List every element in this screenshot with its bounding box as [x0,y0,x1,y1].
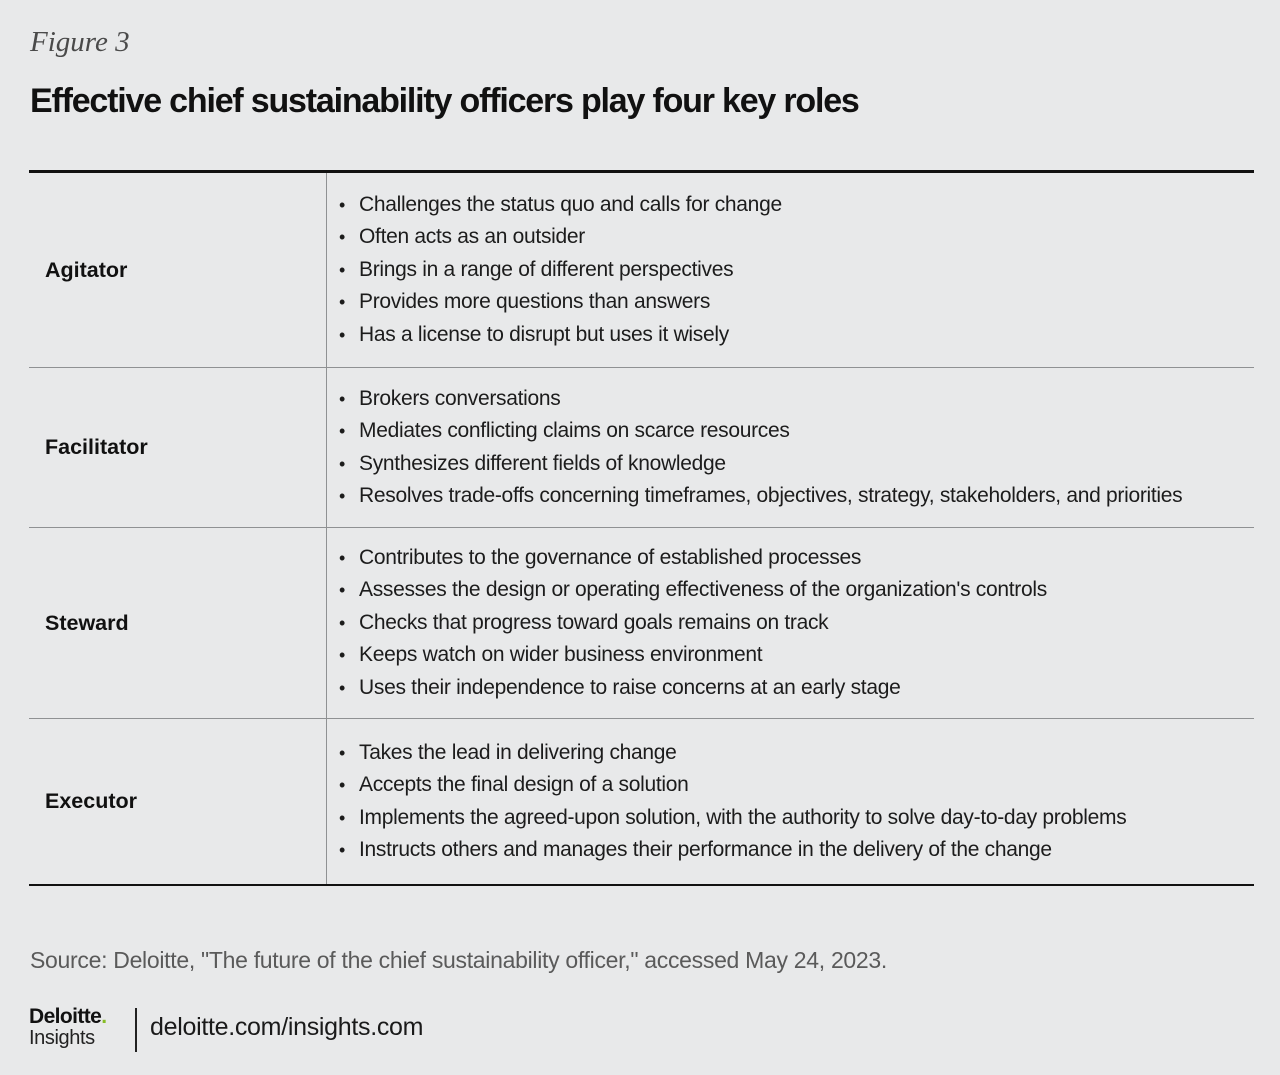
bullet-item: • Assesses the design or operating effectiveness of the organization's controls [339,574,1047,607]
bullet-item: • Checks that progress toward goals remains on track [339,607,1047,640]
role-bullets [327,173,782,367]
bullet-item: • Has a license to disrupt but uses it wisely [339,319,782,352]
bullet-item: • Provides more questions than answers [339,286,782,319]
bullet-item: • Brokers conversations [339,383,1182,416]
deloitte-insights-logo [29,1006,106,1048]
role-row-executor [29,718,1254,884]
role-name: Agitator [29,173,327,367]
role-bullets [327,528,1047,718]
source-note: Source: Deloitte, "The future of the chief sustainability officer," accessed May 24, 2023. [30,947,887,973]
role-name: Facilitator [29,368,327,527]
logo-dot: . [101,1005,107,1028]
bullet-item: • Implements the agreed-upon solution, with the authority to solve day-to-day problems [339,802,1126,835]
bullet-item: • Resolves trade-offs concerning timeframes, objectives, strategy, stakeholders, and priorities [339,480,1182,513]
logo-brand [29,1005,106,1028]
bullet-item: • Challenges the status quo and calls for change [339,189,782,222]
role-name: Steward [29,528,327,718]
logo-brand-text: Deloitte [29,1005,102,1028]
role-row-agitator [29,173,1254,367]
bullet-item: • Contributes to the governance of established processes [339,542,1047,575]
role-name: Executor [29,719,327,884]
bullet-item: • Mediates conflicting claims on scarce resources [339,415,1182,448]
role-bullets [327,368,1182,527]
roles-table [29,170,1254,886]
bullet-item: • Keeps watch on wider business environment [339,639,1047,672]
bullet-item: • Often acts as an outsider [339,221,782,254]
logo-subtitle: Insights [29,1027,95,1049]
bullet-item: • Uses their independence to raise concerns at an early stage [339,672,1047,705]
bullet-item: • Takes the lead in delivering change [339,737,1126,770]
role-bullets [327,719,1126,884]
footer-divider [135,1008,137,1052]
role-row-steward [29,527,1254,718]
figure-title: Effective chief sustainability officers play four key roles [30,82,859,120]
bullet-item: • Synthesizes different fields of knowledge [339,448,1182,481]
footer-url: deloitte.com/insights.com [150,1013,424,1041]
bullet-item: • Brings in a range of different perspectives [339,254,782,287]
role-row-facilitator [29,367,1254,527]
bullet-item: • Accepts the final design of a solution [339,769,1126,802]
figure-label: Figure 3 [30,26,130,58]
bullet-item: • Instructs others and manages their performance in the delivery of the change [339,834,1126,867]
